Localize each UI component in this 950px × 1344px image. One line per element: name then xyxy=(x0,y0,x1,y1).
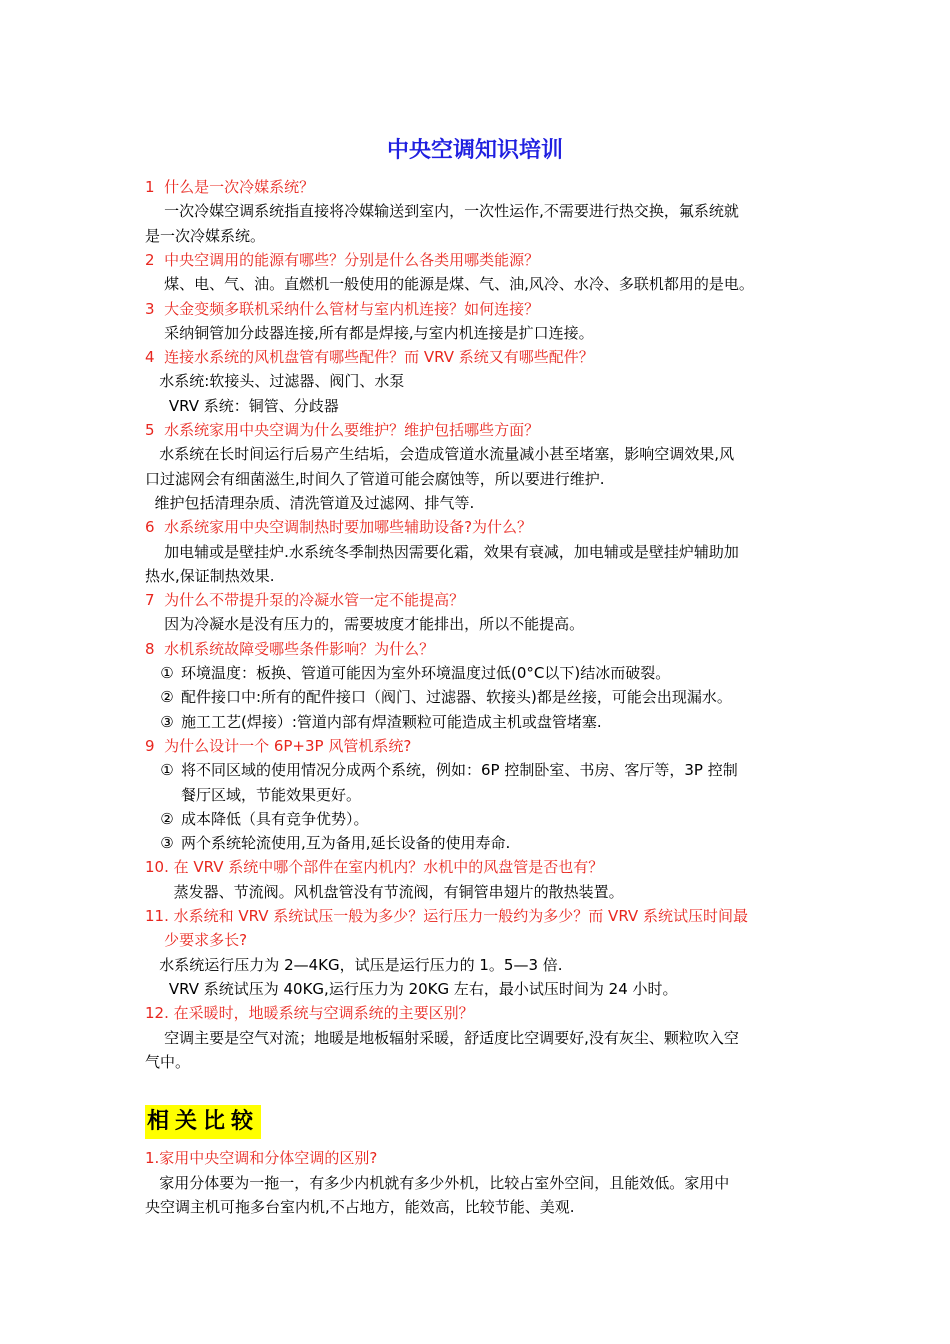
question-line: 3 大金变频多联机采纳什么管材与室内机连接？如何连接？ xyxy=(145,299,540,318)
item-text: 两个系统轮流使用,互为备用,延长设备的使用寿命. xyxy=(181,834,511,853)
numbered-item xyxy=(153,807,818,831)
item-text: 配件接口中:所有的配件接口（阀门、过滤器、软接头)都是丝接，可能会出现漏水。 xyxy=(181,688,732,707)
answer-line: 煤、电、气、油。直燃机一般使用的能源是煤、气、油,风冷、水冷、多联机都用的是电。 xyxy=(145,275,754,294)
item-text: 环境温度：板换、管道可能因为室外环境温度过低(0°C以下)结冰而破裂。 xyxy=(181,664,671,682)
item-marker: ③ xyxy=(160,712,174,731)
answer-line: 家用分体要为一拖一，有多少内机就有多少外机，比较占室外空间，且能效低。家用中 xyxy=(145,1174,730,1192)
answer-line: 加电辅或是壁挂炉.水系统冬季制热因需要化霜，效果有衰减，加电辅或是壁挂炉辅助加 xyxy=(145,542,739,561)
question-line: 12. 在采暖时，地暖系统与空调系统的主要区别？ xyxy=(145,1004,474,1023)
answer-line: VRV 系统试压为 40KG,运行压力为 20KG 左右，最小试压时间为 24 小时。 xyxy=(145,979,678,998)
answer-line: 水系统:软接头、过滤器、阀门、水泵 xyxy=(145,372,405,391)
question-line: 1 什么是一次冷媒系统？ xyxy=(145,178,315,196)
answer-line: 采纳铜管加分歧器连接,所有都是焊接,与室内机连接是扩口连接。 xyxy=(145,323,594,342)
numbered-item xyxy=(153,758,818,782)
answer-line: 口过滤网会有细菌滋生,时间久了管道可能会腐蚀等，所以要进行维护. xyxy=(145,469,605,488)
answer-line: 央空调主机可拖多台室内机,不占地方，能效高，比较节能、美观. xyxy=(145,1198,575,1216)
answer-line: 热水,保证制热效果. xyxy=(145,566,275,585)
answer-line: 因为冷凝水是没有压力的，需要坡度才能排出，所以不能提高。 xyxy=(145,615,585,634)
answer-line: 气中。 xyxy=(145,1052,191,1071)
item-text: 将不同区域的使用情况分成两个系统，例如：6P 控制卧室、书房、客厅等，3P 控制 xyxy=(181,761,738,780)
question-line: 11. 水系统和 VRV 系统试压一般为多少？运行压力一般约为多少？而 VRV 系统试压时间最 xyxy=(145,907,748,925)
item-marker: ② xyxy=(160,809,174,828)
answer-line: 蒸发器、节流阀。风机盘管没有节流阀，有铜管串翅片的散热装置。 xyxy=(145,882,624,901)
question-line: 9 为什么设计一个 6P+3P 风管机系统? xyxy=(145,736,412,755)
question-line: 6 水系统家用中央空调制热时要加哪些辅助设备?为什么？ xyxy=(145,518,533,537)
item-text: 施工工艺(焊接）:管道内部有焊渣颗粒可能造成主机或盘管堵塞. xyxy=(181,712,602,731)
answer-line: VRV 系统：铜管、分歧器 xyxy=(145,396,339,415)
numbered-item xyxy=(153,831,818,855)
answer-line: 空调主要是空气对流；地暖是地板辐射采暖，舒适度比空调要好,没有灰尘、颗粒吹入空 xyxy=(145,1028,739,1047)
numbered-item xyxy=(153,661,818,685)
question-line: 10. 在 VRV 系统中哪个部件在室内机内？水机中的风盘管是否也有？ xyxy=(145,858,604,877)
numbered-item xyxy=(153,710,818,734)
answer-line: 维护包括清理杂质、清洗管道及过滤网、排气等. xyxy=(145,493,475,512)
numbered-item xyxy=(153,783,818,807)
question-line: 8 水机系统故障受哪些条件影响？为什么？ xyxy=(145,639,435,658)
question-line: 少要求多长? xyxy=(145,931,248,950)
answer-line: 一次冷媒空调系统指直接将冷媒输送到室内，一次性运作,不需要进行热交换，氟系统就 xyxy=(145,202,739,221)
question-line: 2 中央空调用的能源有哪些？分别是什么各类用哪类能源？ xyxy=(145,250,540,269)
item-marker: ① xyxy=(160,761,174,780)
item-text: 成本降低（具有竞争优势）。 xyxy=(181,809,369,828)
item-marker: ② xyxy=(160,688,174,707)
page-title: 中央空调知识培训 xyxy=(386,138,563,163)
answer-line: 是一次冷媒系统。 xyxy=(145,226,266,245)
question-line: 4 连接水系统的风机盘管有哪些配件？而 VRV 系统又有哪些配件？ xyxy=(145,348,594,367)
answer-line: 水系统在长时间运行后易产生结垢，会造成管道水流量减小甚至堵塞，影响空调效果,风 xyxy=(145,445,735,464)
numbered-item xyxy=(153,685,818,709)
question-line: 7 为什么不带提升泵的冷凝水管一定不能提高？ xyxy=(145,591,465,610)
section-heading: 相关比较 xyxy=(145,1105,261,1139)
item-marker: ① xyxy=(160,664,174,682)
answer-line: 水系统运行压力为 2—4KG，试压是运行压力的 1。5—3 倍. xyxy=(145,955,563,974)
question-line: 1.家用中央空调和分体空调的区别? xyxy=(145,1149,378,1167)
item-marker: ③ xyxy=(160,834,174,853)
item-text: 餐厅区域，节能效果更好。 xyxy=(181,785,362,804)
question-line: 5 水系统家用中央空调为什么要维护？维护包括哪些方面？ xyxy=(145,421,540,439)
